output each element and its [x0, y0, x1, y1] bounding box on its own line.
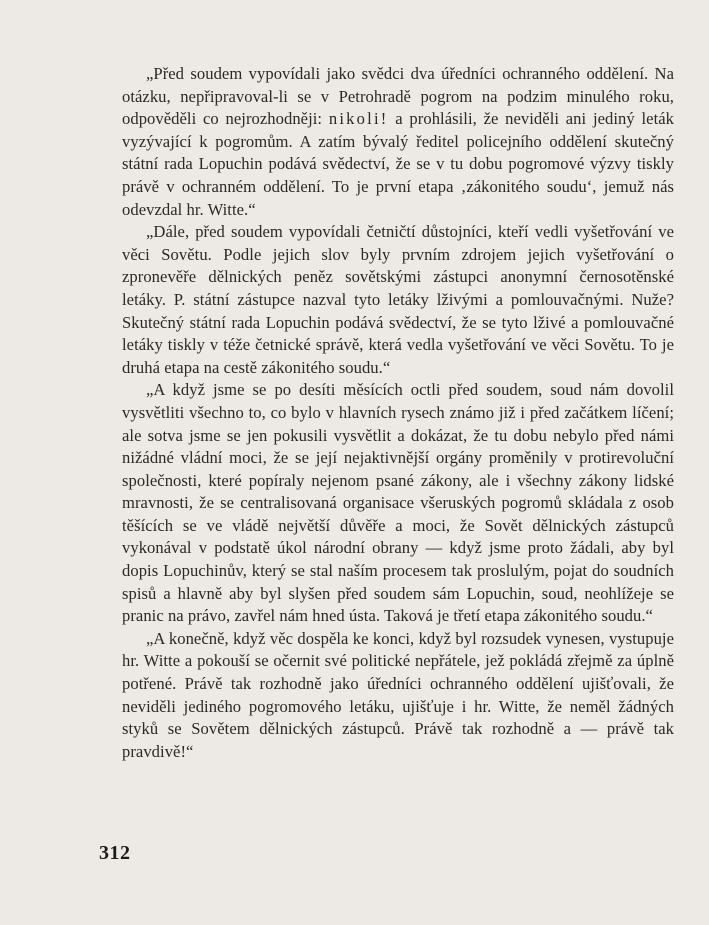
paragraph-4: „A konečně, když věc dospěla ke konci, když byl rozsudek vynesen, vystupuje hr. Witte a pokouší se očernit své politické nepřátele, jež pokládá zřejmě za úplně potřené. Právě tak rozhodně jako úředníci ochranného oddělení ujišťovali, že neviděli jediného pogromového letáku, ujišťuje i hr. Witte, že neměl žádných styků se Sovětem dělnických zástupců. Právě tak rozhodně a — právě tak pravdivě!“	[122, 628, 674, 761]
paragraph-2: „Dále, před soudem vypovídali četničtí důstojníci, kteří vedli vyšetřování ve věci Sovětu. Podle jejich slov byly prvním zdrojem jejich vyšetřování o zpronevěře dělnických peněz sovětskými zástupci anonymní černosotěnské letáky. P. státní zástupce nazval tyto letáky lživými a pomlouvačnými. Nuže? Skutečný státní rada Lopuchin podává svědectví, že se tyto lživé a pomlouvačné letáky tiskly v téže četnické správě, která vedla vyšetřování ve věci Sovětu. To je druhá etapa na cestě zákonitého soudu.“	[122, 222, 674, 377]
paragraph-3: „A když jsme se po desíti měsících octli před soudem, soud nám dovolil vysvětliti všechno to, co bylo v hlavních rysech známo již i před začátkem líčení; ale sotva jsme se jen pokusili vysvětlit a dokázat, že tu dobu nebylo před námi nižádné vládní moci, že se její nejaktivnější orgány proměnily v protirevoluční společnosti, které popíraly nejenom psané zákony, ale i všechny zákony lidské mravnosti, že se centralisovaná organisace všeruských pogromů skládala z osob těšících se ve vládě největší důvěře a moci, že Sovět dělnických zástupců vykonával v podstatě úkol národní obrany — když jsme proto žádali, aby byl dopis Lopuchinův, který se stal naším procesem tak proslulým, pojat do soudních spisů a hlavně aby byl slyšen před soudem sám Lopuchin, soud, neohlížeje se pranic na právo, zavřel nám hned ústa. Taková je třetí etapa zákonitého soudu.“	[122, 380, 674, 626]
paragraph-1	[122, 63, 674, 221]
body-text	[122, 63, 674, 763]
emphasized-word: nikoli!	[328, 109, 389, 129]
paragraph-1-text-start: „Před soudem vypovídali jako svědci dva úředníci ochranného oddělení. Na otázku, nepřipravoval-li se v Petrohradě pogrom na podzim minulého roku, odpověděli co nejrozhodněji:	[122, 64, 674, 129]
page-number: 312	[99, 842, 131, 864]
paragraph-1-text-end: a prohlásili, že neviděli ani jediný leták vyzývající k pogromům. A zatím bývalý ředitel policejního oddělení skutečný státní rada Lopuchin podává svědectví, že se v tu dobu pogromové výzvy tiskly právě v ochranném oddělení. To je první etapa ‚zákonitého soudu‘, jemuž nás odevzdal hr. Witte.“	[122, 109, 674, 219]
